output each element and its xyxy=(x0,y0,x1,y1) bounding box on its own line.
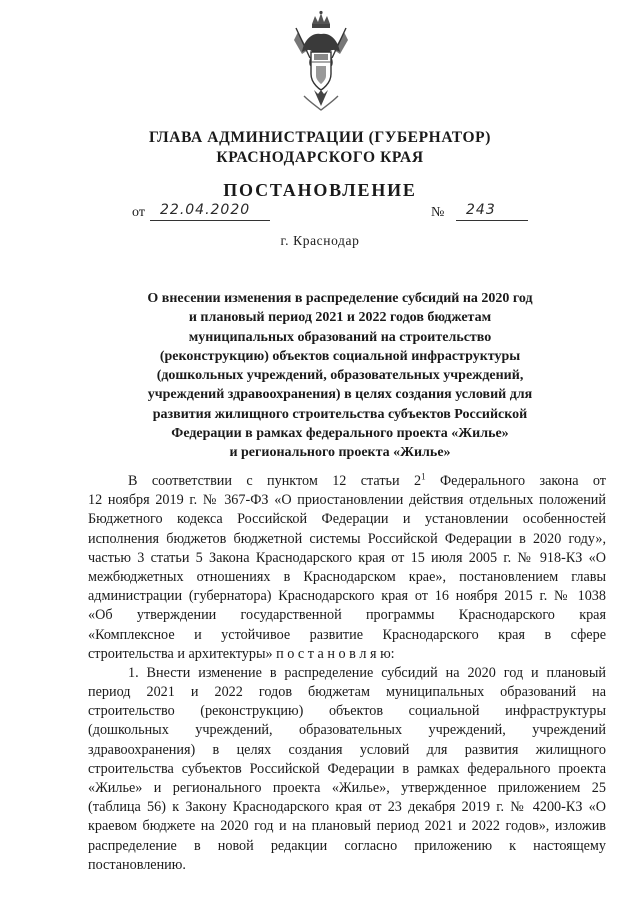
document-body xyxy=(88,472,606,875)
title-line: учреждений здравоохранения) в целях создания условий для xyxy=(147,387,533,403)
title-line: (реконструкцию) объектов социальной инфраструктуры xyxy=(159,348,521,364)
coat-of-arms-icon xyxy=(290,10,352,112)
body-line xyxy=(88,472,606,491)
body-line: межбюджетных отношениях в Краснодарском крае», постановлением главы xyxy=(88,568,606,585)
body-line: «Жилье» и регионального проекта «Жилье», утвержденное приложением 25 xyxy=(88,780,606,796)
body-line: здравоохранения) в целях создания условий для развития жилищного xyxy=(88,741,606,758)
title-line: Федерации в рамках федерального проекта «Жилье» xyxy=(171,426,509,442)
number-label: № xyxy=(431,205,445,220)
body-text: Федерального закона от xyxy=(425,473,606,489)
authority-line-2: КРАСНОДАРСКОГО КРАЯ xyxy=(216,149,424,166)
authority-line-1: ГЛАВА АДМИНИСТРАЦИИ (ГУБЕРНАТОР) xyxy=(149,129,491,146)
body-line: строительства субъектов Российской Федерации в рамках федерального проекта xyxy=(88,760,606,777)
city: г. Краснодар xyxy=(280,233,360,248)
body-line: распределение в новой редакции согласно приложению к настоящему xyxy=(88,837,606,854)
body-text: В соответствии с пунктом 12 статьи 2 xyxy=(128,473,422,489)
number-value: 243 xyxy=(456,199,528,221)
body-line: период 2021 и 2022 годов бюджетам муниципальных образований на xyxy=(88,684,606,701)
title-line: (дошкольных учреждений, образовательных учреждений, xyxy=(156,368,524,384)
title-line: муниципальных образований на строительство xyxy=(188,329,492,345)
document-type: ПОСТАНОВЛЕНИЕ xyxy=(223,180,417,200)
body-line: 12 ноября 2019 г. № 367-ФЗ «О приостановлении действия отдельных положений xyxy=(88,492,606,509)
body-line: (таблица 56) к Закону Краснодарского края от 23 декабря 2019 г. № 4200-КЗ «О xyxy=(88,799,606,816)
body-line: «Об утверждении государственной программы Краснодарского края xyxy=(88,607,606,624)
body-line: Бюджетного кодекса Российской Федерации и установлении особенностей xyxy=(88,511,606,528)
body-line: постановлению. xyxy=(88,856,186,873)
body-line: строительство (реконструкцию) объектов социальной инфраструктуры xyxy=(88,703,606,720)
body-line: администрации (губернатора) Краснодарского края от 16 ноября 2015 г. № 1038 xyxy=(88,588,606,605)
title-line: и плановый период 2021 и 2022 годов бюджетам xyxy=(188,310,492,326)
body-line: исполнения бюджетов бюджетной системы Российской Федерации в 2020 году», xyxy=(88,530,606,547)
superscript: 1 xyxy=(421,471,426,482)
body-line: краевом бюджете на 2020 год и на плановый период 2021 и 2022 годов», изложив xyxy=(88,818,606,835)
issuing-authority xyxy=(0,128,640,168)
date-value: 22.04.2020 xyxy=(150,199,270,221)
body-line: частью 3 статьи 5 Закона Краснодарского края от 15 июля 2005 г. № 918-КЗ «О xyxy=(88,549,606,566)
title-line: и регионального проекта «Жилье» xyxy=(229,445,451,461)
title-line: О внесении изменения в распределение субсидий на 2020 год xyxy=(147,291,533,306)
body-line: «Комплексное и устойчивое развитие Краснодарского края в сфере xyxy=(88,626,606,643)
body-line: (дошкольных учреждений, образовательных учреждений, учреждений xyxy=(88,722,606,739)
title-line: развития жилищного строительства субъектов Российской xyxy=(152,406,528,422)
body-line: 1. Внести изменение в распределение субсидий на 2020 год и плановый xyxy=(128,664,606,681)
document-title xyxy=(100,289,580,463)
date-label: от xyxy=(132,205,145,220)
body-line: строительства и архитектуры» п о с т а н о в л я ю: xyxy=(88,645,395,662)
